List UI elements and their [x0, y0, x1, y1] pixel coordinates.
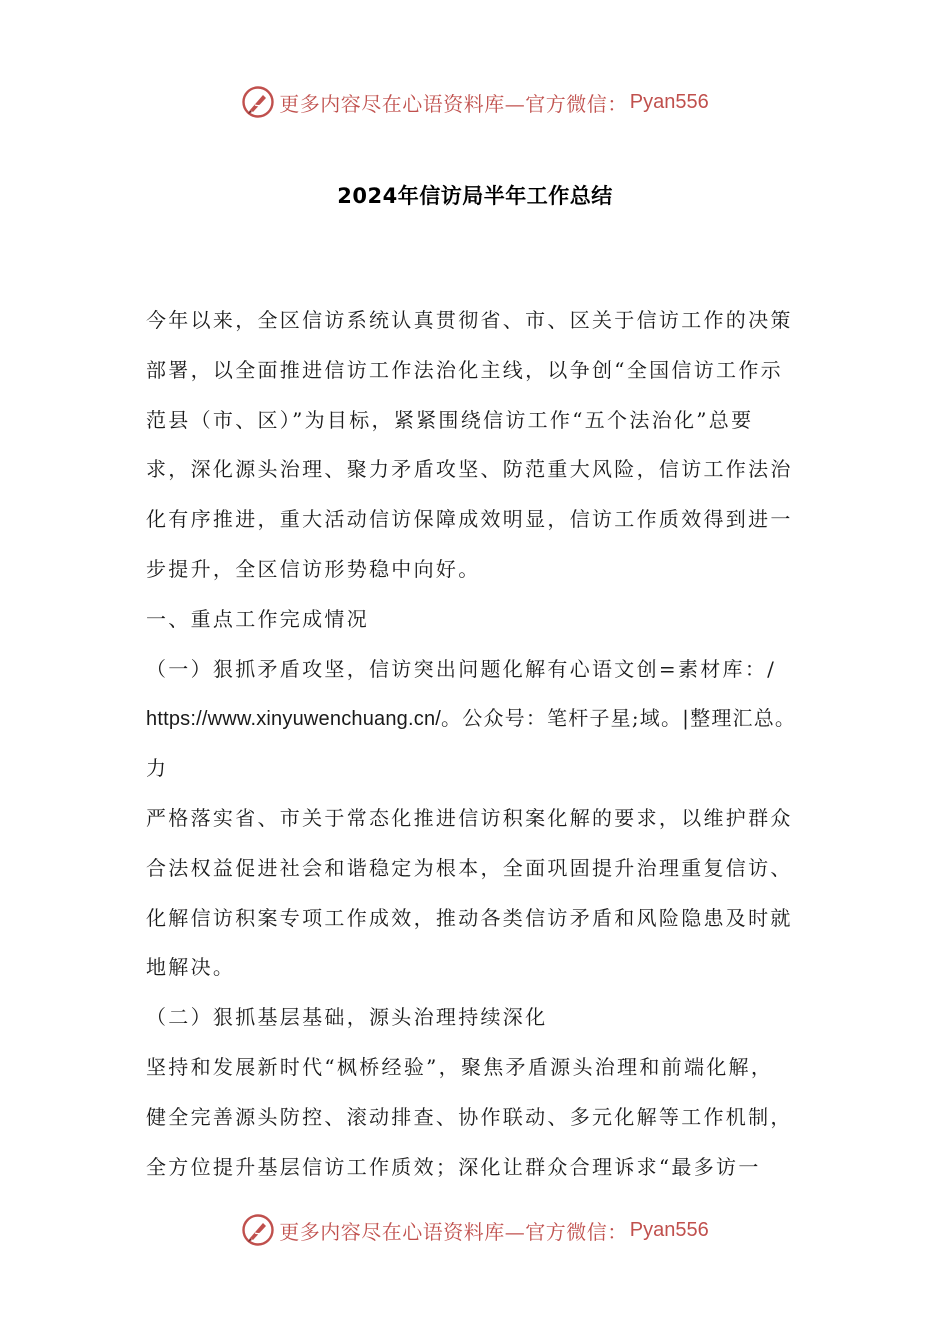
- body-line: 步提升，全区信访形势稳中向好。: [146, 556, 481, 581]
- pen-logo-icon: [241, 1213, 275, 1247]
- subsection-heading: （二）狠抓基层基础，源头治理持续深化: [146, 1005, 548, 1030]
- source-url: https://www.xinyuwenchuang.cn/: [146, 708, 442, 731]
- body-line: 求，深化源头治理、聚力矛盾攻坚、防范重大风险，信访工作法治: [146, 457, 793, 482]
- url-line-suffix: 。公众号：笔杆子星;域。|整理汇总。: [441, 706, 797, 731]
- footer-watermark-banner: [0, 1210, 950, 1250]
- body-line: 全方位提升基层信访工作质效；深化让群众合理诉求“最多访一: [146, 1154, 761, 1179]
- document-title: 2024年信访局半年工作总结: [337, 184, 613, 208]
- wechat-id: Pyan556: [629, 90, 709, 113]
- section-heading: 一、重点工作完成情况: [146, 606, 369, 631]
- body-line: 部署，以全面推进信访工作法治化主线，以争创“全国信访工作示: [146, 357, 783, 382]
- url-line: [146, 694, 818, 744]
- body-line: 今年以来，全区信访系统认真贯彻省、市、区关于信访工作的决策: [146, 308, 793, 332]
- body-line: 范县（市、区）”为目标，紧紧围绕信访工作“五个法治化”总要: [146, 407, 754, 432]
- body-line: 化有序推进，重大活动信访保障成效明显，信访工作质效得到进一: [146, 507, 793, 532]
- body-line: 健全完善源头防控、滚动排查、协作联动、多元化解等工作机制，: [146, 1104, 793, 1129]
- body-line: 化解信访积案专项工作成效，推动各类信访矛盾和风险隐患及时就: [146, 905, 793, 930]
- header-watermark-banner: [0, 82, 950, 122]
- body-line: 地解决。: [146, 955, 236, 980]
- pen-logo-icon: [241, 85, 275, 119]
- body-line: 严格落实省、市关于常态化推进信访积案化解的要求，以维护群众: [146, 805, 793, 830]
- body-line: 坚持和发展新时代“枫桥经验”，聚焦矛盾源头治理和前端化解，: [146, 1054, 774, 1079]
- banner-text: 更多内容尽在心语资料库—官方微信：: [279, 91, 628, 116]
- body-line: 合法权益促进社会和谐稳定为根本，全面巩固提升治理重复信访、: [146, 855, 793, 880]
- document-body: [146, 296, 818, 1192]
- subsection-heading: （一）狠抓矛盾攻坚，信访突出问题化解有心语文创=素材库：/: [146, 656, 777, 681]
- banner-text: 更多内容尽在心语资料库—官方微信：: [279, 1219, 628, 1244]
- body-line: 力: [146, 756, 169, 781]
- wechat-id: Pyan556: [629, 1218, 709, 1241]
